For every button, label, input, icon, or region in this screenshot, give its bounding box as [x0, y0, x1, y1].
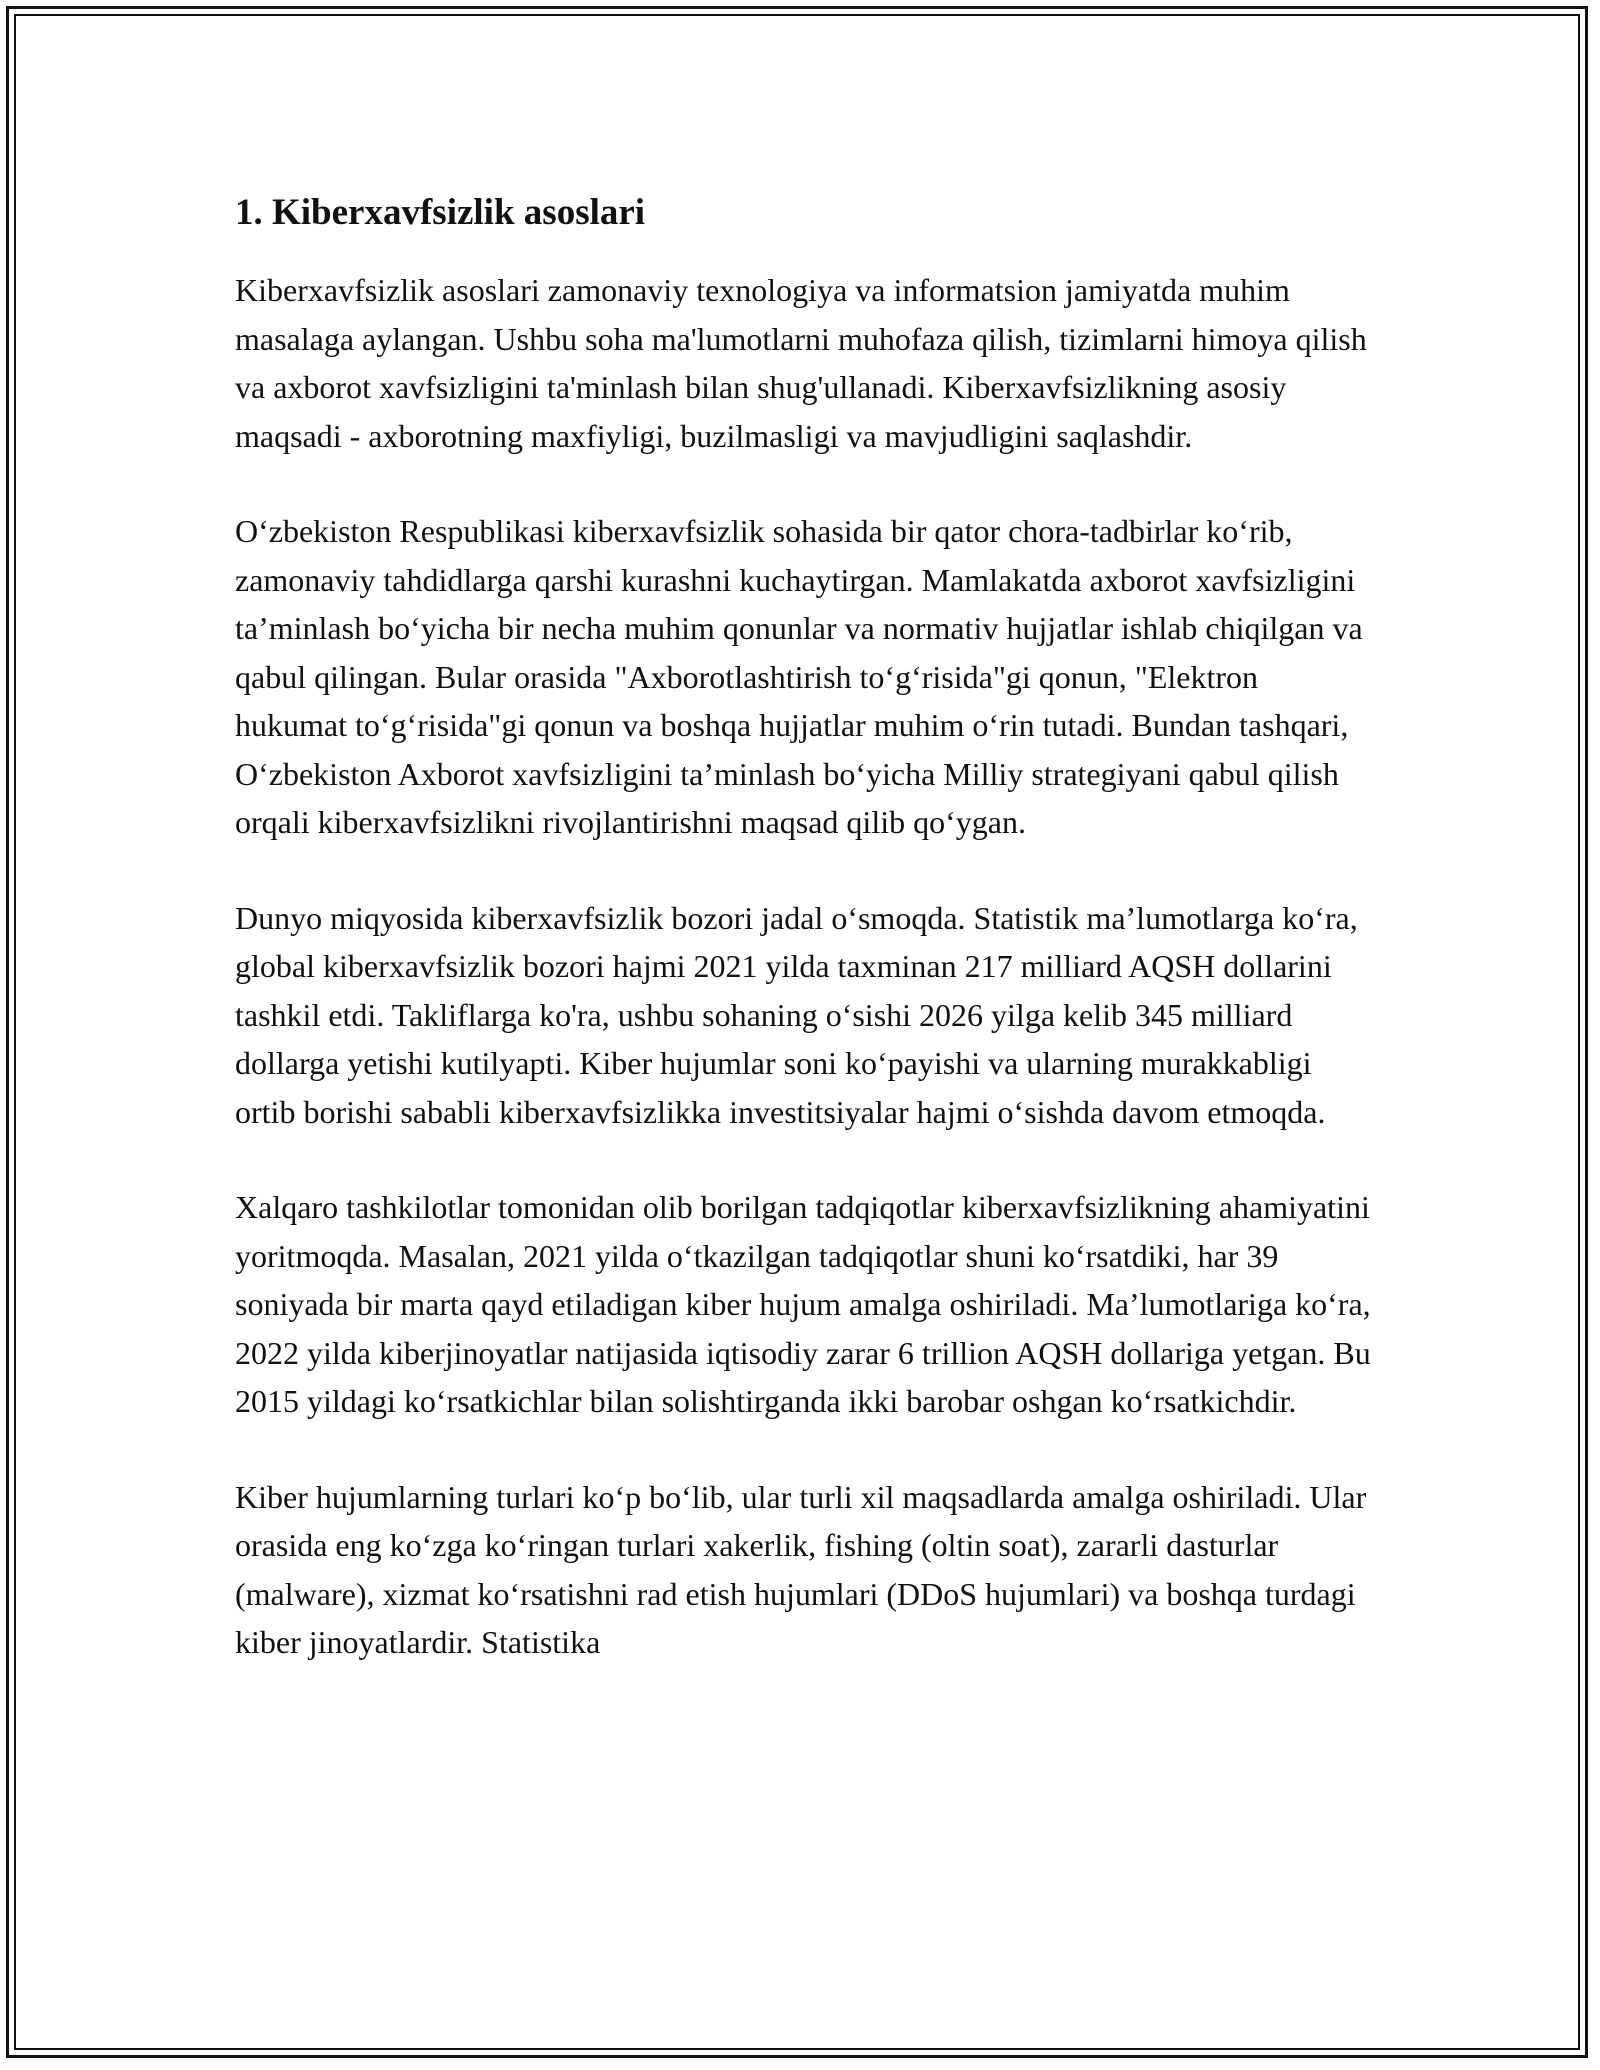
- paragraph-uzbekistan: O‘zbekiston Respublikasi kiberxavfsizlik sohasida bir qator chora-tadbirlar ko‘rib, zamonaviy tahdidlarga qarshi kurashni kuchaytirgan. Mamlakatda axborot xavfsizligini ta’minlash bo‘yicha bir necha muhim qonunlar va normativ hujjatlar ishlab chiqilgan va qabul qilingan. Bular orasida "Axborotlashtirish to‘g‘risida"gi qonun, "Elektron hukumat to‘g‘risida"gi qonun va boshqa hujjatlar muhim o‘rin tutadi. Bundan tashqari, O‘zbekiston Axborot xavfsizligini ta’minlash bo‘yicha Milliy strategiyani qabul qilish orqali kiberxavfsizlikni rivojlantirishni maqsad qilib qo‘ygan.: [235, 513, 1363, 840]
- section-heading: 1. Kiberxavfsizlik asoslari: [235, 192, 646, 233]
- paragraph-research: Xalqaro tashkilotlar tomonidan olib borilgan tadqiqotlar kiberxavfsizlikning ahamiyatini yoritmoqda. Masalan, 2021 yilda o‘tkazilgan tadqiqotlar shuni ko‘rsatdiki, har 39 soniyada bir marta qayd etiladigan kiber hujum amalga oshiriladi. Ma’lumotlariga ko‘ra, 2022 yilda kiberjinoyatlar natijasida iqtisodiy zarar 6 trillion AQSH dollariga yetgan. Bu 2015 yildagi ko‘rsatkichlar bilan solishtirganda ikki barobar oshgan ko‘rsatkichdir.: [235, 1189, 1371, 1419]
- paragraph-intro: Kiberxavfsizlik asoslari zamonaviy texnologiya va informatsion jamiyatda muhim masalaga aylangan. Ushbu soha ma'lumotlarni muhofaza qilish, tizimlarni himoya qilish va axborot xavfsizligini ta'minlash bilan shug'ullanadi. Kiberxavfsizlikning asosiy maqsadi - axborotning maxfiyligi, buzilmasligi va mavjudligini saqlashdir.: [235, 272, 1367, 454]
- paragraph-global-market: Dunyo miqyosida kiberxavfsizlik bozori jadal o‘smoqda. Statistik ma’lumotlarga ko‘ra, global kiberxavfsizlik bozori hajmi 2021 yilda taxminan 217 milliard AQSH dollarini tashkil etdi. Takliflarga ko'ra, ushbu sohaning o‘sishi 2026 yilga kelib 345 milliard dollarga yetishi kutilyapti. Kiber hujumlar soni ko‘payishi va ularning murakkabligi ortib borishi sababli kiberxavfsizlikka investitsiyalar hajmi o‘sishda davom etmoqda.: [235, 899, 1358, 1130]
- document-body: [235, 188, 1375, 1714]
- paragraph-attack-types: Kiber hujumlarning turlari ko‘p bo‘lib, ular turli xil maqsadlarda amalga oshiriladi. Ular orasida eng ko‘zga ko‘ringan turlari xakerlik, fishing (oltin soat), zararli dasturlar (malware), xizmat ko‘rsatishni rad etish hujumlari (DDoS hujumlari) va boshqa turdagi kiber jinoyatlardir. Statistika: [235, 1478, 1367, 1660]
